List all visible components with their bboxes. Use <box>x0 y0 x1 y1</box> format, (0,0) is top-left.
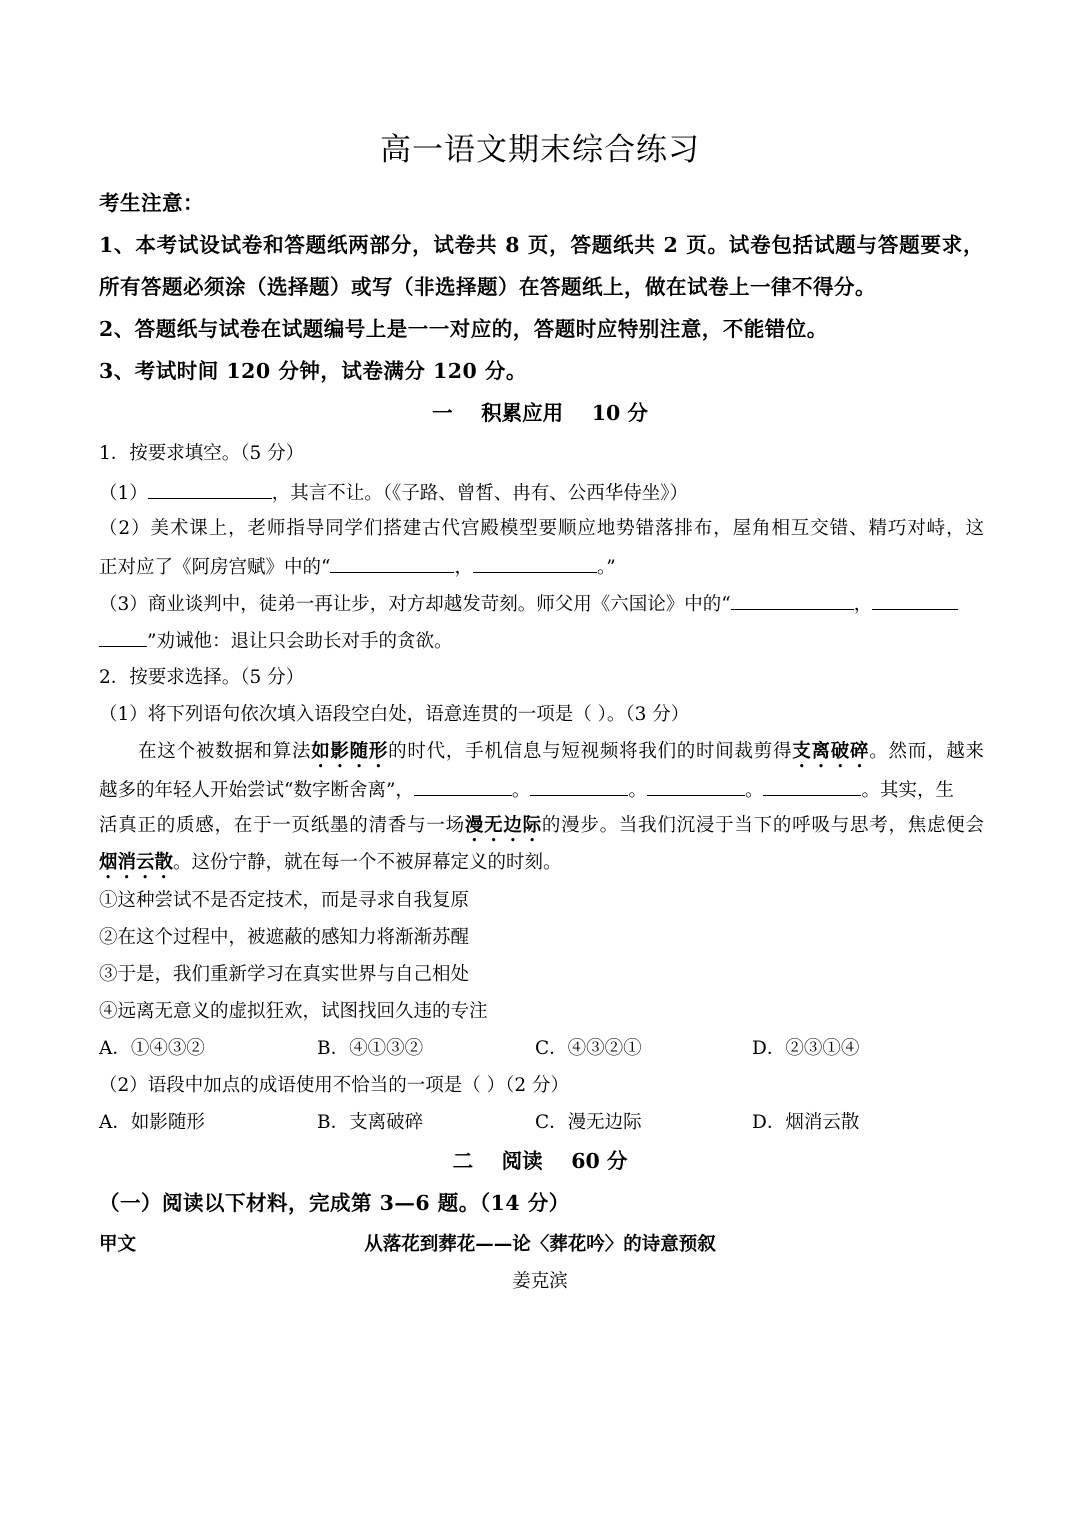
q1-sub3-comma: ， <box>853 594 873 615</box>
answer-blank[interactable] <box>872 589 958 610</box>
choice-c[interactable]: C．漫无边际 <box>535 1112 642 1133</box>
text-a-label: 甲文 <box>99 1234 137 1255</box>
sentence-option-4: ④远离无意义的虚拟狂欢，试图找回久违的专注 <box>99 1001 488 1022</box>
notice-line-3: 3、考试时间 120 分钟，试卷满分 120 分。 <box>99 359 527 383</box>
q2-sub2: （2）语段中加点的成语使用不恰当的一项是（ ）（2 分） <box>99 1075 570 1096</box>
section-1-heading: 一 积累应用 10 分 <box>432 401 648 425</box>
passage-text: 。然而，越来 <box>869 741 984 762</box>
q1-sub2-comma: ， <box>454 557 473 578</box>
q1-sub2-line2 <box>99 552 984 582</box>
passage-line-2 <box>99 775 984 805</box>
q2-stem: 2．按要求选择。（5 分） <box>99 667 305 688</box>
passage-text: 。 <box>744 780 764 801</box>
q1-sub3-line1 <box>99 589 984 619</box>
choice-d[interactable]: D．烟消云散 <box>752 1112 860 1133</box>
answer-blank[interactable] <box>763 775 861 796</box>
dotted-idiom: 支离破碎 <box>792 741 870 762</box>
q2-sub1: （1）将下列语句依次填入语段空白处，语意连贯的一项是（ ）。（3 分） <box>99 704 690 725</box>
q1-sub1 <box>99 478 984 508</box>
passage-text: 在这个被数据和算法 <box>138 741 312 762</box>
passage-text: 。 <box>511 780 531 801</box>
choice-a[interactable]: A．①④③② <box>99 1038 205 1059</box>
answer-blank[interactable] <box>473 552 597 573</box>
choice-b[interactable]: B．支离破碎 <box>317 1112 424 1133</box>
q1-sub3-line2 <box>99 626 984 656</box>
answer-blank[interactable] <box>148 478 272 499</box>
reading-intro: （一）阅读以下材料，完成第 3—6 题。（14 分） <box>99 1191 570 1215</box>
answer-blank[interactable] <box>330 552 454 573</box>
notice-line-1a: 1、本考试设试卷和答题纸两部分，试卷共 8 页，答题纸共 2 页。试卷包括试题与答题要求， <box>99 233 984 257</box>
q1-sub3-suffix: ”劝诫他：退让只会助长对手的贪欲。 <box>147 631 453 652</box>
choice-b[interactable]: B．④①③② <box>317 1038 424 1059</box>
answer-blank[interactable] <box>414 775 512 796</box>
q1-stem: 1．按要求填空。（5 分） <box>99 443 305 464</box>
passage-line-3 <box>99 812 984 846</box>
dotted-idiom: 如影随形 <box>311 741 389 762</box>
passage-text: 的时代，手机信息与短视频将我们的时间裁剪得 <box>388 741 793 762</box>
dotted-idiom: 烟消云散 <box>99 852 174 873</box>
sentence-option-1: ①这种尝试不是否定技术，而是寻求自我复原 <box>99 890 470 911</box>
passage-text: 越多的年轻人开始尝试“数字断舍离”， <box>99 780 414 801</box>
q1-sub2-line1: （2）美术课上，老师指导同学们搭建古代宫殿模型要顺应地势错落排布，屋角相互交错、精巧对峙，这 <box>99 518 984 539</box>
q1-sub2-prefix: 正对应了《阿房宫赋》中的“ <box>99 557 331 578</box>
article-author: 姜克滨 <box>512 1271 568 1292</box>
article-title: 从落花到葬花——论〈葬花吟〉的诗意预叙 <box>364 1234 716 1255</box>
section-2-heading: 二 阅读 60 分 <box>452 1149 628 1173</box>
choice-a[interactable]: A．如影随形 <box>99 1112 205 1133</box>
q1-sub2-suffix: 。” <box>596 557 616 578</box>
notice-line-2: 2、答题纸与试卷在试题编号上是一一对应的，答题时应特别注意，不能错位。 <box>99 317 828 341</box>
sentence-option-3: ③于是，我们重新学习在真实世界与自己相处 <box>99 964 470 985</box>
passage-text: 。其实，生 <box>861 780 954 801</box>
q1-sub1-text: ，其言不让。（《子路、曾皙、冉有、公西华侍坐》） <box>271 483 689 504</box>
answer-blank[interactable] <box>647 775 745 796</box>
passage-text: 。 <box>628 780 647 801</box>
answer-blank[interactable] <box>731 589 854 610</box>
choice-d[interactable]: D．②③①④ <box>752 1038 860 1059</box>
sentence-option-2: ②在这个过程中，被遮蔽的感知力将渐渐苏醒 <box>99 927 470 948</box>
answer-blank[interactable] <box>99 626 147 647</box>
passage-line-1 <box>138 738 984 772</box>
dotted-idiom: 漫无边际 <box>464 815 542 836</box>
notice-heading: 考生注意： <box>99 191 204 215</box>
notice-line-1b: 所有答题必须涂（选择题）或写（非选择题）在答题纸上，做在试卷上一律不得分。 <box>99 275 876 299</box>
choice-c[interactable]: C．④③②① <box>535 1038 642 1059</box>
passage-line-4 <box>99 849 984 883</box>
q1-sub1-prefix: （1） <box>99 483 148 504</box>
passage-text: 的漫步。当我们沉浸于当下的呼吸与思考，焦虑便会 <box>541 815 984 836</box>
page-title: 高一语文期末综合练习 <box>380 132 700 168</box>
passage-text: 活真正的质感，在于一页纸墨的清香与一场 <box>99 815 465 836</box>
passage-text: 。这份宁静，就在每一个不被屏幕定义的时刻。 <box>173 852 562 873</box>
q1-sub3-prefix: （3）商业谈判中，徒弟一再让步，对方却越发苛刻。师父用《六国论》中的“ <box>99 594 731 615</box>
answer-blank[interactable] <box>530 775 628 796</box>
